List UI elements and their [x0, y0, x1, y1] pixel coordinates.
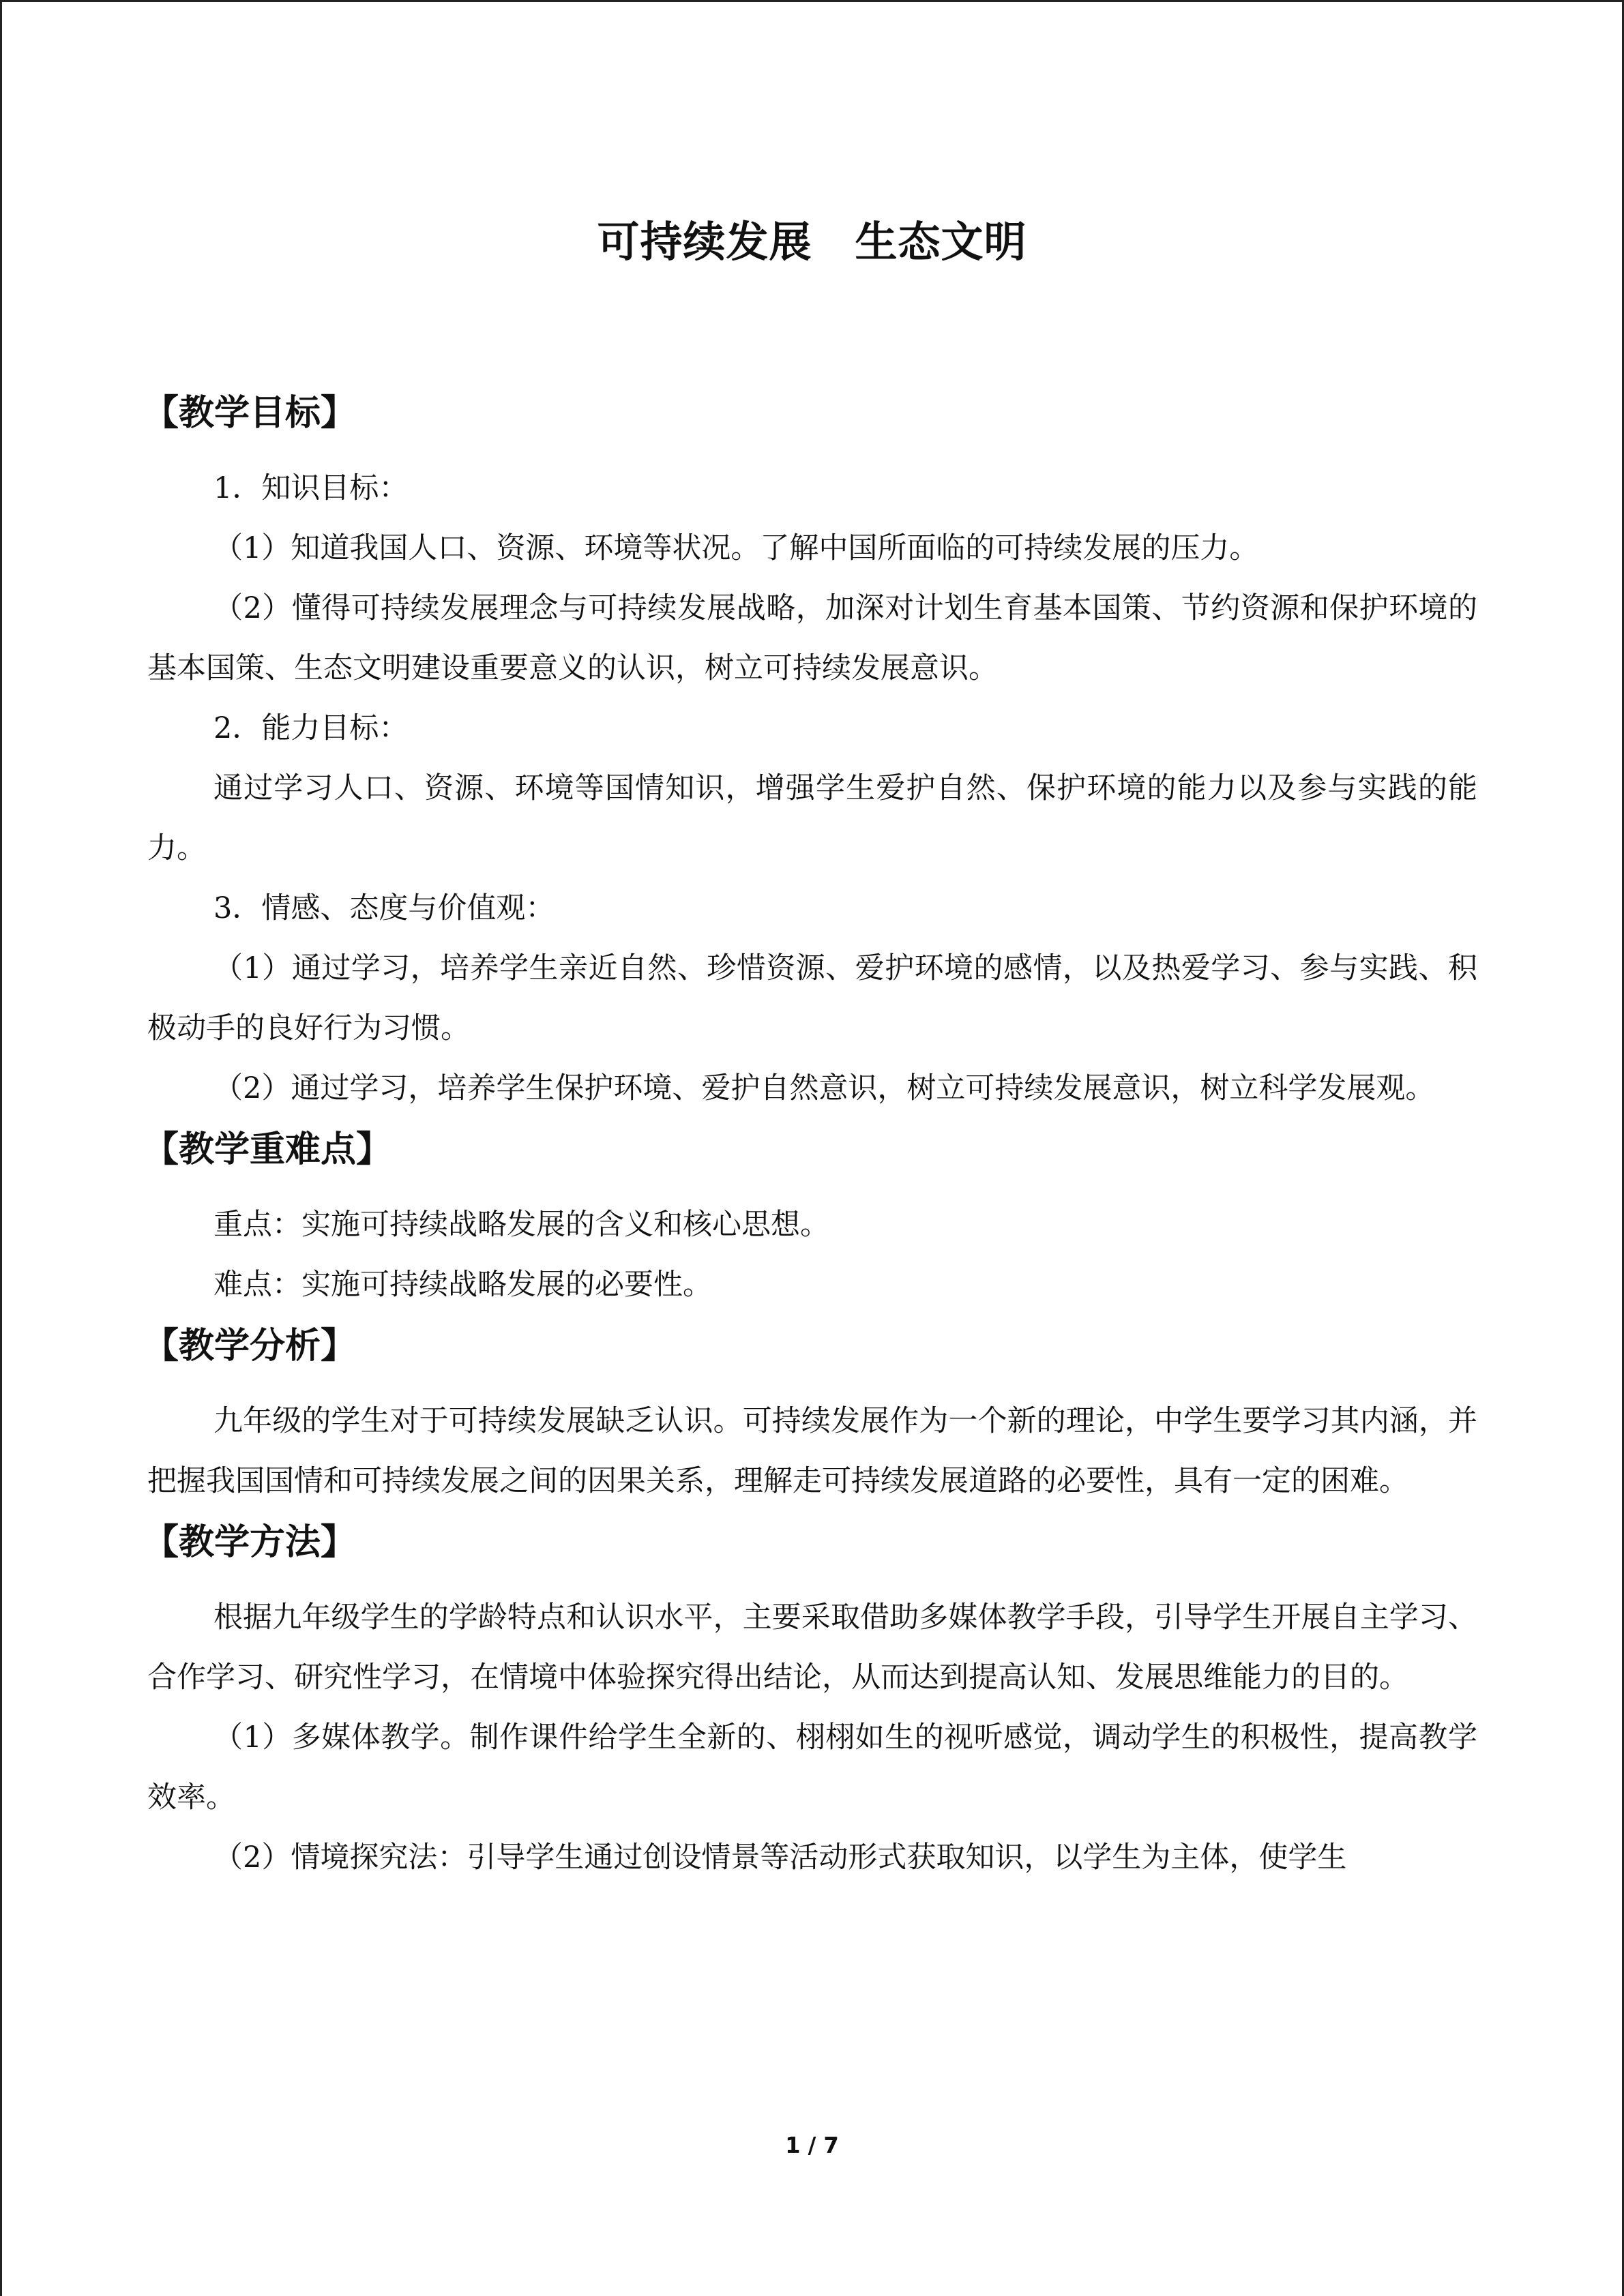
document-title: 可持续发展 生态文明	[597, 217, 1027, 267]
paragraph: 3．情感、态度与价值观：	[213, 891, 555, 925]
paragraph: 重点：实施可持续战略发展的含义和核心思想。	[213, 1208, 829, 1242]
section-heading-keypoints: 【教学重难点】	[143, 1129, 392, 1170]
paragraph: 难点：实施可持续战略发展的必要性。	[213, 1268, 712, 1302]
paragraph: 根据九年级学生的学龄特点和认识水平，主要采取借助多媒体教学手段，引导学生开展自主学习、合作学习、研究性学习，在情境中体验探究得出结论，从而达到提高认知、发展思维能力的目的。	[147, 1600, 1477, 1695]
page-number: 1 / 7	[785, 2132, 839, 2158]
paragraph: （2）情境探究法：引导学生通过创设情景等活动形式获取知识，以学生为主体，使学生	[213, 1840, 1347, 1875]
paragraph: （2）懂得可持续发展理念与可持续发展战略，加深对计划生育基本国策、节约资源和保护环境的基本国策、生态文明建设重要意义的认识，树立可持续发展意识。	[147, 591, 1477, 685]
paragraph: （1）知道我国人口、资源、环境等状况。了解中国所面临的可持续发展的压力。	[213, 531, 1259, 565]
document-body	[143, 382, 1477, 1888]
paragraph: 1．知识目标：	[213, 471, 409, 505]
paragraph: 通过学习人口、资源、环境等国情知识，增强学生爱护自然、保护环境的能力以及参与实践的能力。	[147, 771, 1477, 865]
top-border	[0, 0, 1624, 2]
paragraph: 九年级的学生对于可持续发展缺乏认识。可持续发展作为一个新的理论，中学生要学习其内涵，并把握我国国情和可持续发展之间的因果关系，理解走可持续发展道路的必要性，具有一定的困难。	[147, 1404, 1477, 1498]
left-border	[0, 0, 2, 2296]
paragraph: 2．能力目标：	[213, 711, 409, 745]
section-heading-methods: 【教学方法】	[143, 1522, 357, 1563]
section-heading-analysis: 【教学分析】	[143, 1326, 357, 1367]
paragraph: （1）多媒体教学。制作课件给学生全新的、栩栩如生的视听感觉，调动学生的积极性，提高教学效率。	[147, 1720, 1477, 1815]
paragraph: （1）通过学习，培养学生亲近自然、珍惜资源、爱护环境的感情，以及热爱学习、参与实践、积极动手的良好行为习惯。	[147, 951, 1477, 1045]
paragraph: （2）通过学习，培养学生保护环境、爱护自然意识，树立可持续发展意识，树立科学发展观。	[213, 1071, 1435, 1105]
section-heading-goals: 【教学目标】	[143, 393, 357, 434]
